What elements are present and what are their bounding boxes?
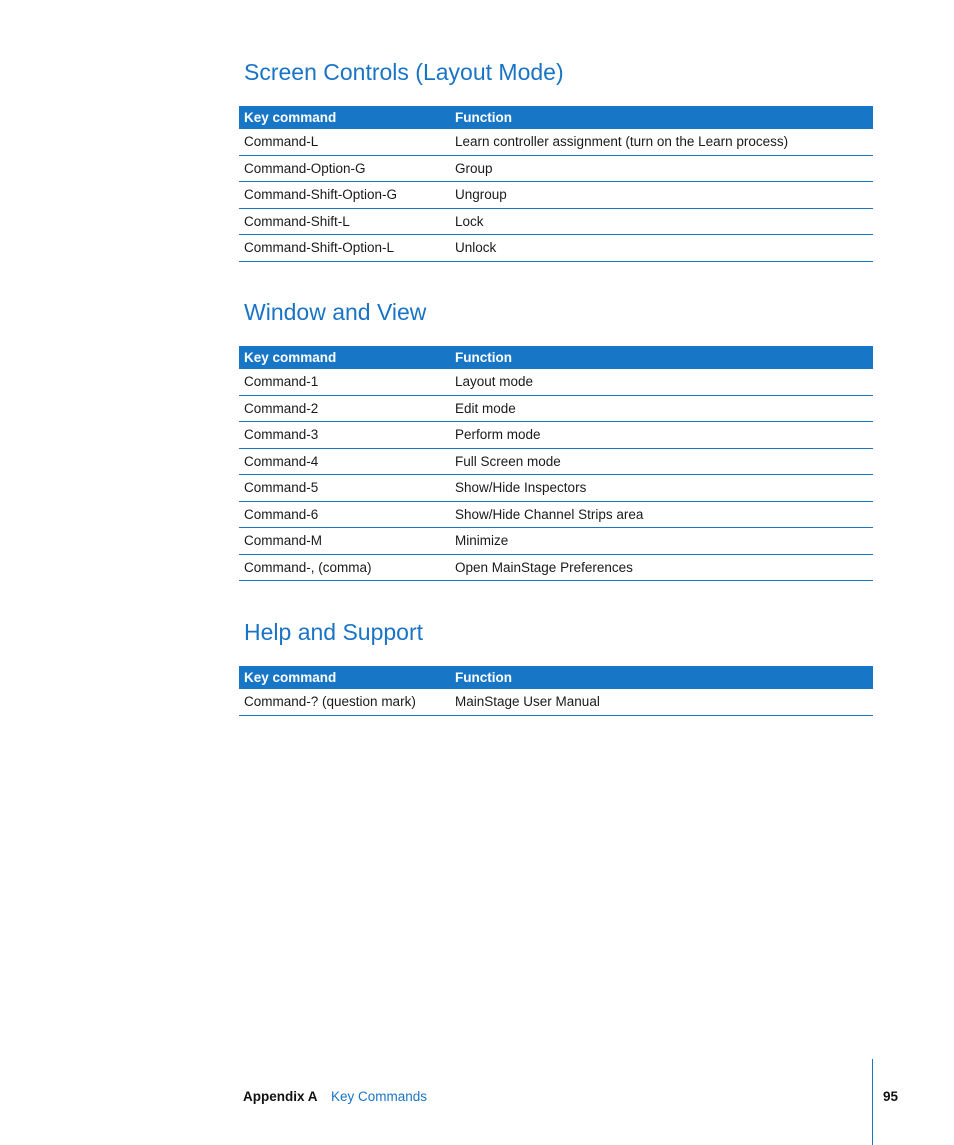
table-header-row	[239, 106, 873, 129]
footer-divider	[872, 1059, 873, 1145]
table-row	[239, 129, 873, 155]
column-header-key-command: Key command	[239, 346, 450, 369]
table-row	[239, 689, 873, 715]
key-command-cell: Command-Shift-L	[239, 208, 450, 235]
function-cell: Layout mode	[450, 369, 873, 395]
function-cell: Edit mode	[450, 395, 873, 422]
table-row	[239, 554, 873, 581]
function-cell: Full Screen mode	[450, 448, 873, 475]
key-command-cell: Command-5	[239, 475, 450, 502]
key-command-table	[239, 346, 873, 581]
table-header-row	[239, 346, 873, 369]
table-row	[239, 155, 873, 182]
function-cell: Show/Hide Channel Strips area	[450, 501, 873, 528]
table-row	[239, 369, 873, 395]
section-help-and-support	[239, 618, 873, 710]
key-command-cell: Command-M	[239, 528, 450, 555]
section-title: Screen Controls (Layout Mode)	[244, 59, 564, 85]
column-header-function: Function	[450, 666, 873, 689]
key-command-table	[239, 666, 873, 716]
function-cell: Lock	[450, 208, 873, 235]
section-title: Help and Support	[244, 619, 424, 645]
table-row	[239, 182, 873, 209]
table-row	[239, 395, 873, 422]
key-command-cell: Command-Shift-Option-L	[239, 235, 450, 262]
column-header-key-command: Key command	[239, 106, 450, 129]
section-screen-controls	[239, 58, 873, 256]
key-command-cell: Command-? (question mark)	[239, 689, 450, 715]
footer-chapter-link[interactable]: Key Commands	[331, 1089, 428, 1104]
key-command-cell: Command-4	[239, 448, 450, 475]
key-command-cell: Command-6	[239, 501, 450, 528]
table-row	[239, 501, 873, 528]
function-cell: Learn controller assignment (turn on the Learn process)	[450, 129, 873, 155]
table-row	[239, 208, 873, 235]
table-row	[239, 528, 873, 555]
function-cell: MainStage User Manual	[450, 689, 873, 715]
table-row	[239, 422, 873, 449]
table-row	[239, 448, 873, 475]
key-command-cell: Command-1	[239, 369, 450, 395]
key-command-cell: Command-Option-G	[239, 155, 450, 182]
function-cell: Ungroup	[450, 182, 873, 209]
section-window-and-view	[239, 298, 873, 575]
column-header-function: Function	[450, 106, 873, 129]
key-command-cell: Command-Shift-Option-G	[239, 182, 450, 209]
section-title: Window and View	[244, 299, 427, 325]
function-cell: Minimize	[450, 528, 873, 555]
function-cell: Perform mode	[450, 422, 873, 449]
table-row	[239, 235, 873, 262]
key-command-cell: Command-, (comma)	[239, 554, 450, 581]
function-cell: Unlock	[450, 235, 873, 262]
key-command-cell: Command-2	[239, 395, 450, 422]
key-command-table	[239, 106, 873, 262]
column-header-function: Function	[450, 346, 873, 369]
key-command-cell: Command-L	[239, 129, 450, 155]
column-header-key-command: Key command	[239, 666, 450, 689]
page-number: 95	[883, 1089, 899, 1104]
table-header-row	[239, 666, 873, 689]
function-cell: Open MainStage Preferences	[450, 554, 873, 581]
table-row	[239, 475, 873, 502]
function-cell: Show/Hide Inspectors	[450, 475, 873, 502]
footer-appendix-label: Appendix A	[243, 1089, 318, 1104]
function-cell: Group	[450, 155, 873, 182]
key-command-cell: Command-3	[239, 422, 450, 449]
